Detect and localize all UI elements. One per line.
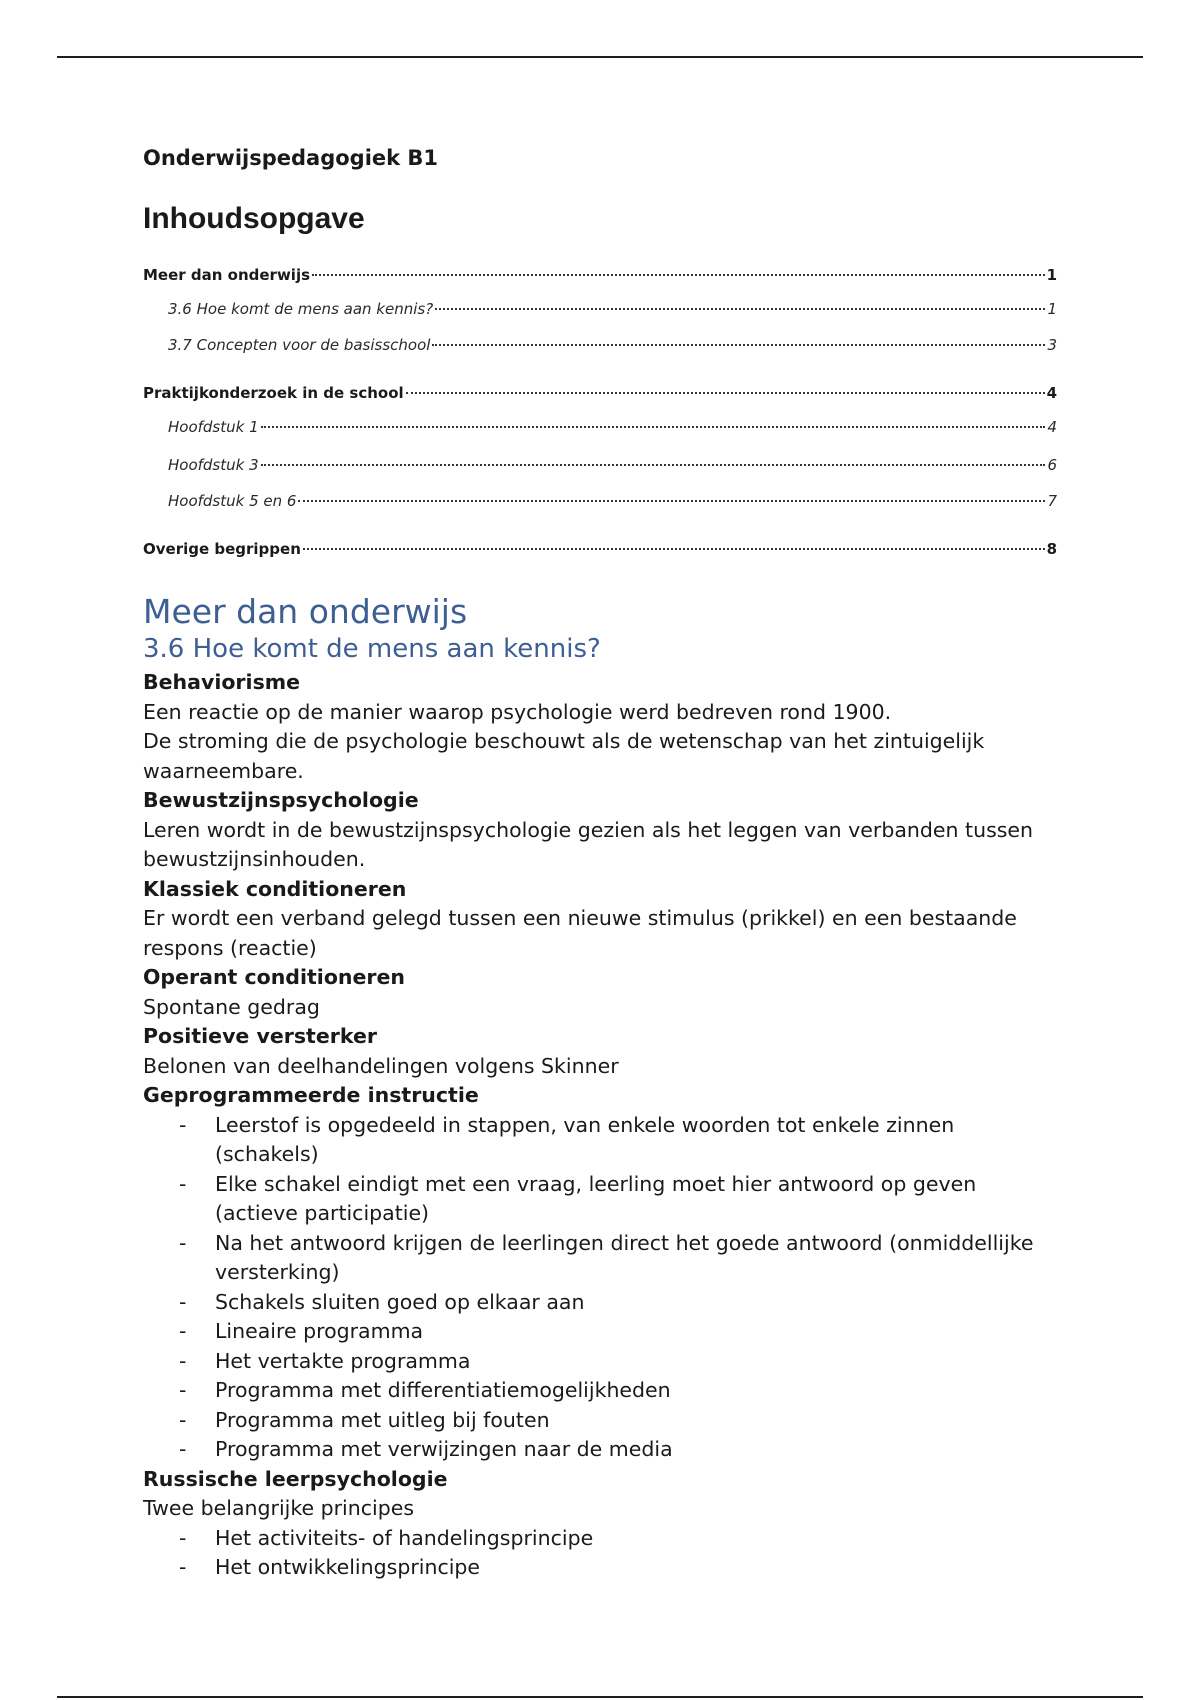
list-item-text: Lineaire programma [215, 1319, 424, 1343]
toc-entry-page: 3 [1047, 336, 1057, 354]
term-heading: Klassiek conditioneren [143, 876, 407, 901]
list-item [143, 1347, 1057, 1377]
list-item [143, 1317, 1057, 1347]
toc-entry[interactable] [168, 456, 1057, 478]
toc-entry-label: Praktijkonderzoek in de school [143, 384, 404, 402]
bullet-dash: - [179, 1112, 187, 1137]
bullet-dash: - [179, 1348, 187, 1373]
paragraph: Een reactie op de manier waarop psychologie werd bedreven rond 1900. [143, 699, 892, 724]
bullet-dash: - [179, 1378, 187, 1402]
toc-entry-label: Hoofdstuk 3 [168, 456, 259, 474]
toc-entry-label: 3.6 Hoe komt de mens aan kennis? [168, 300, 434, 318]
toc-entry[interactable] [168, 300, 1057, 322]
list-item-text: Het vertakte programma [215, 1348, 471, 1373]
list-item-text: Na het antwoord krijgen de leerlingen direct het goede antwoord (onmiddellijke versterking) [215, 1230, 1034, 1284]
bullet-dash: - [179, 1230, 187, 1255]
term-heading: Russische leerpsychologie [143, 1466, 448, 1491]
toc-entry-page: 4 [1046, 384, 1057, 402]
bullet-dash: - [179, 1555, 187, 1579]
list-item [143, 1229, 1057, 1288]
list-item-text: Programma met verwijzingen naar de media [215, 1437, 673, 1461]
list-item-text: Schakels sluiten goed op elkaar aan [215, 1289, 585, 1314]
toc-entry-label: 3.7 Concepten voor de basisschool [168, 336, 431, 354]
term-heading: Geprogrammeerde instructie [143, 1083, 479, 1107]
toc-entry-page: 6 [1047, 456, 1057, 474]
term-heading: Positieve versterker [143, 1024, 377, 1048]
list-item [143, 1288, 1057, 1318]
toc-entry-label: Hoofdstuk 1 [168, 418, 259, 436]
toc-entry-label: Overige begrippen [143, 540, 301, 558]
paragraph: Twee belangrijke principes [143, 1496, 415, 1520]
bullet-dash: - [179, 1437, 187, 1461]
toc-entry-page: 1 [1047, 300, 1057, 318]
toc-entry-page: 1 [1046, 266, 1057, 284]
footer-rule [57, 1696, 1143, 1698]
toc-entry[interactable] [143, 266, 1057, 288]
paragraph: Belonen van deelhandelingen volgens Skinner [143, 1053, 619, 1078]
section-body [143, 668, 1057, 1583]
paragraph: De stroming die de psychologie beschouwt als de wetenschap van het zintuigelijk waarneembare. [143, 729, 985, 783]
toc-entry-page: 8 [1046, 540, 1057, 558]
bullet-dash: - [179, 1171, 187, 1196]
toc-entry[interactable] [143, 540, 1057, 562]
list-item [143, 1524, 1057, 1554]
list-item-text: Leerstof is opgedeeld in stappen, van enkele woorden tot enkele zinnen (schakels) [215, 1112, 955, 1166]
bullet-list [143, 1111, 1057, 1465]
list-item-text: Programma met uitleg bij fouten [215, 1407, 550, 1432]
list-item [143, 1553, 1057, 1583]
list-item-text: Elke schakel eindigt met een vraag, leerling moet hier antwoord op geven (actieve participatie) [215, 1171, 977, 1225]
subsection-heading: 3.6 Hoe komt de mens aan kennis? [143, 634, 601, 664]
list-item-text: Het ontwikkelingsprincipe [215, 1555, 481, 1579]
toc-entry-page: 4 [1047, 418, 1057, 436]
toc-entry-page: 7 [1047, 492, 1057, 510]
list-item [143, 1170, 1057, 1229]
toc-entry[interactable] [168, 492, 1057, 514]
document-title: Onderwijspedagogiek B1 [143, 146, 439, 170]
paragraph: Er wordt een verband gelegd tussen een nieuwe stimulus (prikkel) en een bestaande respons (reactie) [143, 906, 1017, 960]
list-item-text: Programma met differentiatiemogelijkheden [215, 1378, 671, 1402]
list-item [143, 1111, 1057, 1170]
term-heading: Operant conditioneren [143, 965, 406, 989]
toc-heading: Inhoudsopgave [143, 202, 365, 235]
toc-entry[interactable] [168, 336, 1057, 358]
bullet-dash: - [179, 1319, 187, 1343]
list-item [143, 1406, 1057, 1436]
bullet-dash: - [179, 1289, 187, 1314]
toc-entry-label: Hoofdstuk 5 en 6 [168, 492, 297, 510]
toc-entry[interactable] [168, 418, 1057, 440]
header-rule [57, 56, 1143, 58]
toc-entry[interactable] [143, 384, 1057, 406]
toc-entry-label: Meer dan onderwijs [143, 266, 311, 284]
term-heading: Behaviorisme [143, 670, 301, 694]
section-heading: Meer dan onderwijs [143, 592, 468, 631]
bullet-dash: - [179, 1525, 187, 1550]
list-item [143, 1435, 1057, 1465]
term-heading: Bewustzijnspsychologie [143, 788, 419, 812]
bullet-list [143, 1524, 1057, 1583]
paragraph: Spontane gedrag [143, 994, 320, 1019]
list-item-text: Het activiteits- of handelingsprincipe [215, 1525, 594, 1550]
paragraph: Leren wordt in de bewustzijnspsychologie gezien als het leggen van verbanden tussen bewustzijnsinhouden. [143, 817, 1034, 871]
list-item [143, 1376, 1057, 1406]
bullet-dash: - [179, 1407, 187, 1432]
